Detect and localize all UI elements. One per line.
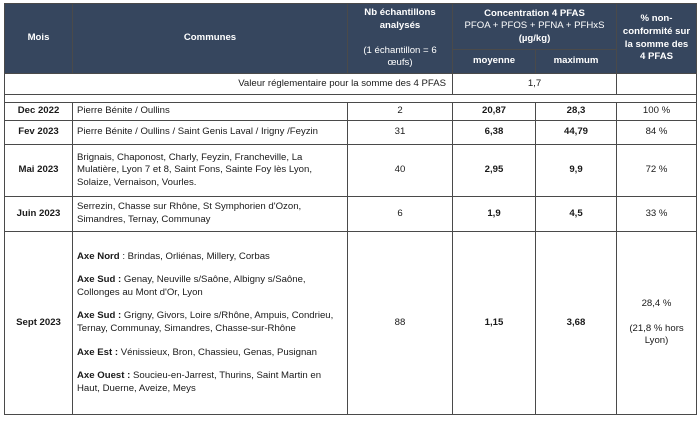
header-conc-line2: PFOA + PFOS + PFNA + PFHxS — [464, 20, 605, 32]
axe-communes: Grigny, Givors, Loire s/Rhône, Ampuis, Condrieu, Ternay, Communay, Simandres, Chasse-sur-Rhône — [77, 310, 334, 334]
row-nb: 88 — [348, 232, 453, 415]
axe-communes: Soucieu-en-Jarrest, Thurins, Saint Martin en Haut, Duerne, Aveize, Meys — [77, 370, 322, 394]
header-communes: Communes — [73, 4, 348, 74]
row-mois: Juin 2023 — [5, 197, 73, 232]
header-concentration — [453, 4, 617, 50]
pfas-results-table — [4, 3, 697, 415]
row-pct: 72 % — [617, 145, 697, 197]
table-row-sept — [5, 232, 697, 415]
header-mois: Mois — [5, 4, 73, 74]
row-communes-axes — [73, 232, 348, 415]
table-row — [5, 145, 697, 197]
row-moyenne: 2,95 — [453, 145, 536, 197]
axe-sud-2 — [77, 310, 343, 335]
axe-label: Axe Sud : — [77, 310, 122, 322]
row-pct: 33 % — [617, 197, 697, 232]
row-moyenne: 1,15 — [453, 232, 536, 415]
reference-value: 1,7 — [453, 74, 617, 95]
axe-communes: Vénissieux, Bron, Chassieu, Genas, Pusignan — [118, 346, 317, 358]
header-moyenne: moyenne — [453, 50, 536, 74]
row-pct: 100 % — [617, 103, 697, 121]
row-moyenne: 20,87 — [453, 103, 536, 121]
header-conc-line1: Concentration 4 PFAS — [484, 7, 585, 19]
axe-ouest — [77, 370, 343, 395]
axe-sud-1 — [77, 274, 343, 299]
spacer-row — [5, 95, 697, 103]
table-row — [5, 103, 697, 121]
axe-label: Axe Sud : — [77, 274, 122, 286]
table-row — [5, 121, 697, 145]
row-maximum: 4,5 — [536, 197, 617, 232]
row-nb: 31 — [348, 121, 453, 145]
row-mois: Sept 2023 — [5, 232, 73, 415]
table-row — [5, 197, 697, 232]
row-nb: 40 — [348, 145, 453, 197]
pct-note: (21,8 % hors Lyon) — [629, 322, 684, 347]
row-communes: Pierre Bénite / Oullins / Saint Genis Laval / Irigny /Feyzin — [73, 121, 348, 145]
row-communes: Serrezin, Chasse sur Rhône, St Symphorien d'Ozon, Simandres, Ternay, Communay — [73, 197, 348, 232]
header-nb-echantillons — [348, 4, 453, 74]
axe-label: Axe Nord — [77, 250, 120, 262]
header-nb-line2: (1 échantillon = 6 œufs) — [363, 44, 437, 69]
row-maximum: 28,3 — [536, 103, 617, 121]
row-nb: 2 — [348, 103, 453, 121]
row-maximum: 9,9 — [536, 145, 617, 197]
row-maximum: 44,79 — [536, 121, 617, 145]
reference-row — [5, 74, 697, 95]
header-conc-line3: (µg/kg) — [518, 32, 551, 44]
row-communes: Pierre Bénite / Oullins — [73, 103, 348, 121]
row-pct — [617, 232, 697, 415]
axe-nord — [77, 251, 343, 264]
row-moyenne: 6,38 — [453, 121, 536, 145]
axe-communes: : Brindas, Orliénas, Millery, Corbas — [119, 250, 270, 262]
axe-label: Axe Ouest : — [77, 370, 131, 382]
header-maximum: maximum — [536, 50, 617, 74]
row-communes: Brignais, Chaponost, Charly, Feyzin, Francheville, La Mulatière, Lyon 7 et 8, Saint Fons, Sainte Foy lès Lyon, Solaize, Vernaison, Vourles. — [73, 145, 348, 197]
spacer-cell — [5, 95, 697, 103]
axe-communes: Genay, Neuville s/Saône, Albigny s/Saône, Collonges au Mont d'Or, Lyon — [77, 274, 306, 298]
reference-label: Valeur réglementaire pour la somme des 4 PFAS — [5, 74, 453, 95]
row-pct: 84 % — [617, 121, 697, 145]
reference-empty-cell — [617, 74, 697, 95]
row-mois: Fev 2023 — [5, 121, 73, 145]
row-mois: Mai 2023 — [5, 145, 73, 197]
axe-label: Axe Est : — [77, 346, 119, 358]
row-moyenne: 1,9 — [453, 197, 536, 232]
header-nb-line1: Nb échantillons analysés — [364, 7, 436, 31]
row-mois: Dec 2022 — [5, 103, 73, 121]
axe-est — [77, 347, 343, 360]
row-maximum: 3,68 — [536, 232, 617, 415]
pct-value: 28,4 % — [641, 298, 672, 310]
row-nb: 6 — [348, 197, 453, 232]
header-pct-non-conformite: % non-conformité sur la somme des 4 PFAS — [617, 4, 697, 74]
